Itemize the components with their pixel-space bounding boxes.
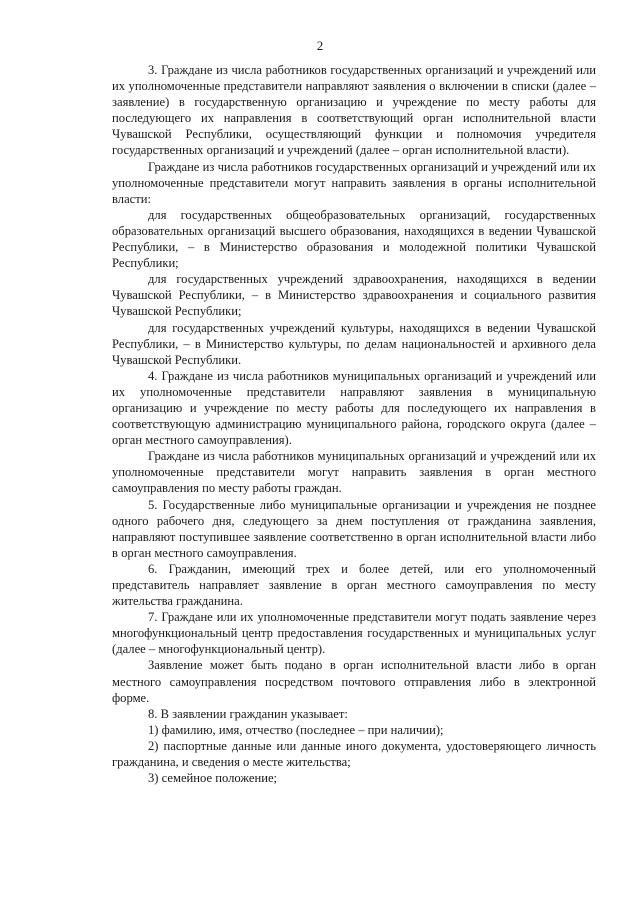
page-number: 2 [316,38,324,53]
paragraph: 2) паспортные данные или данные иного документа, удостоверяющего личность гражданина, и сведения о месте жительства; [112,738,596,770]
paragraph: 3) семейное положение; [148,771,278,786]
paragraph: Граждане из числа работников государственных организаций и учреждений или их уполномоченные представители могут направить заявления в органы исполнительной власти: [112,159,596,206]
paragraph: 5. Государственные либо муниципальные организации и учреждения не позднее одного рабочего дня, следующего за днем поступления от гражданина заявления, направляют поступившее заявление соответственно в орган исполнительной власти либо в орган местного самоуправления. [112,497,596,560]
paragraph: 1) фамилию, имя, отчество (последнее – при наличии); [148,722,444,737]
paragraph: 4. Граждане из числа работников муниципальных организаций и учреждений или их уполномоченные представители направляют заявления в муниципальную организацию и учреждение по месту работы для последующего их направления в соответствующую администрацию муниципального района, городского округа (далее – орган местного самоуправления). [112,368,596,448]
paragraph: для государственных общеобразовательных организаций, государственных образовательных организаций высшего образования, находящихся в ведении Чувашской Республики, – в Министерство образования и молодежной политики Чувашской Республики; [112,207,596,271]
document-body [112,62,596,786]
paragraph: 7. Граждане или их уполномоченные представители могут подать заявление через многофункциональный центр предоставления государственных и муниципальных услуг (далее – многофункциональный центр). [112,610,596,657]
paragraph: 8. В заявлении гражданин указывает: [148,706,348,721]
paragraph: Граждане из числа работников муниципальных организаций и учреждений или их уполномоченные представители могут направить заявления в орган местного самоуправления по месту работы граждан. [112,449,596,496]
paragraph: Заявление может быть подано в орган исполнительной власти либо в орган местного самоуправления посредством почтового отправления либо в электронной форме. [112,658,596,705]
paragraph: 6. Гражданин, имеющий трех и более детей, или его уполномоченный представитель направляет заявление в орган местного самоуправления по месту жительства гражданина. [112,561,596,609]
paragraph: для государственных учреждений здравоохранения, находящихся в ведении Чувашской Республики, – в Министерство здравоохранения и социального развития Чувашской Республики; [112,272,596,319]
paragraph: для государственных учреждений культуры, находящихся в ведении Чувашской Республики, – в Министерство культуры, по делам национальностей и архивного дела Чувашской Республики. [112,320,596,367]
paragraph: 3. Граждане из числа работников государственных организаций и учреждений или их уполномоченные представители направляют заявления о включении в списки (далее – заявление) в государственную организацию и учреждение по месту работы для последующего их направления в соответствующий орган исполнительной власти Чувашской Республики, осуществляющий функции и полномочия учредителя государственных организаций и учреждений (далее – орган исполнительной власти). [112,63,596,158]
